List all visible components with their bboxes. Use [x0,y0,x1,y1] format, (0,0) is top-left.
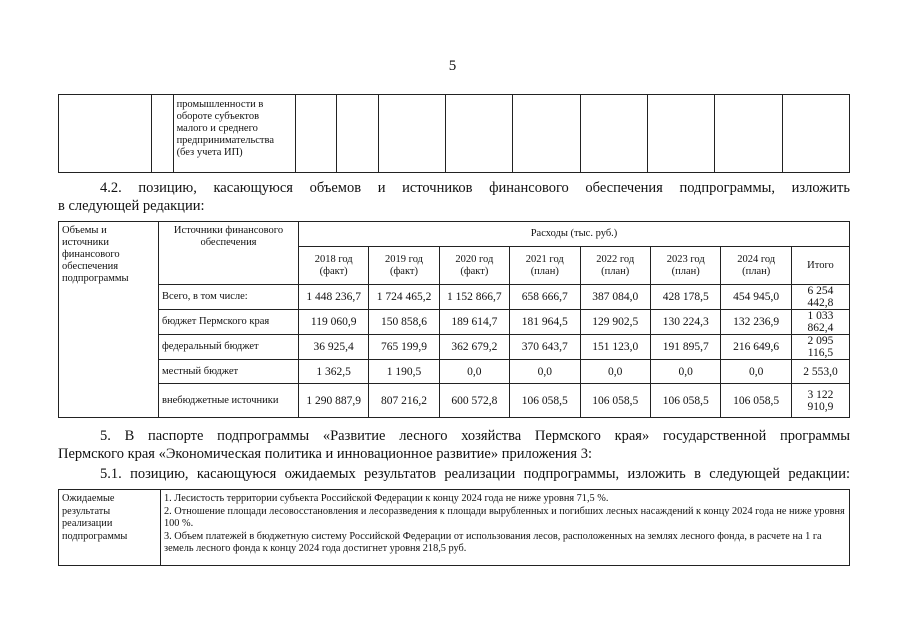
finance-value-cell: 807 216,2 [369,384,439,418]
finance-row-header: Объемы и источники финансового обеспечения подпрограммы [59,222,159,418]
finance-value-cell: 130 224,3 [650,310,720,335]
top-table-cell-empty [337,95,378,173]
top-table-cell-empty [445,95,512,173]
finance-value-cell: 454 945,0 [721,285,791,310]
top-table-cell-empty [378,95,445,173]
finance-table [58,221,850,418]
finance-source-cell: бюджет Пермского края [159,310,299,335]
finance-value-cell: 362 679,2 [439,335,509,360]
finance-value-cell: 370 643,7 [510,335,580,360]
finance-value-cell: 0,0 [580,360,650,384]
finance-value-cell: 181 964,5 [510,310,580,335]
top-table-indicator: промышленности в обороте субъектов малого и среднего предпринимательства (без учета ИП) [173,95,296,173]
table-row [59,310,850,335]
top-table-cell-empty [647,95,714,173]
finance-year-header: 2019 год (факт) [369,247,439,285]
results-table [58,489,850,566]
top-table-cell-empty [152,95,173,173]
top-table-cell-empty [513,95,580,173]
finance-value-cell: 106 058,5 [510,384,580,418]
page-number: 5 [448,58,457,74]
finance-value-cell: 106 058,5 [721,384,791,418]
finance-expenses-header: Расходы (тыс. руб.) [299,222,850,247]
finance-value-cell: 3 122 910,9 [791,384,849,418]
results-item: 2. Отношение площади лесовосстановления и лесоразведения к площади вырубленных и погибших лесных насаждений к концу 2024 года не ниже уровня 100 %. [164,505,845,529]
finance-value-cell: 150 858,6 [369,310,439,335]
finance-value-cell: 191 895,7 [650,335,720,360]
top-table-cell-empty [782,95,849,173]
paragraph-4-2: 4.2. позицию, касающуюся объемов и источников финансового обеспечения подпрограммы, изложить [100,180,850,196]
finance-source-cell: местный бюджет [159,360,299,384]
finance-value-cell: 189 614,7 [439,310,509,335]
finance-value-cell: 2 553,0 [791,360,849,384]
finance-value-cell: 387 084,0 [580,285,650,310]
finance-value-cell: 2 095 116,5 [791,335,849,360]
finance-year-header: 2023 год (план) [650,247,720,285]
finance-value-cell: 119 060,9 [299,310,369,335]
finance-value-cell: 132 236,9 [721,310,791,335]
finance-year-header: Итого [791,247,849,285]
paragraph-5-cont: Пермского края «Экономическая политика и инновационное развитие» приложения 3: [58,446,592,462]
paragraph-5-1: 5.1. позицию, касающуюся ожидаемых результатов реализации подпрограммы, изложить в следующей редакции: [100,466,850,482]
finance-year-header: 2018 год (факт) [299,247,369,285]
finance-value-cell: 600 572,8 [439,384,509,418]
finance-value-cell: 106 058,5 [650,384,720,418]
finance-value-cell: 1 290 887,9 [299,384,369,418]
top-table [58,94,850,173]
finance-year-header: 2022 год (план) [580,247,650,285]
top-table-cell-empty [59,95,152,173]
finance-year-header: 2024 год (план) [721,247,791,285]
results-items [161,490,850,566]
finance-value-cell: 0,0 [439,360,509,384]
finance-source-cell: внебюджетные источники [159,384,299,418]
top-table-cell-empty [580,95,647,173]
top-table-cell-empty [715,95,782,173]
paragraph-5: 5. В паспорте подпрограммы «Развитие лесного хозяйства Пермского края» государственной программы [100,428,850,444]
finance-value-cell: 0,0 [510,360,580,384]
finance-value-cell: 6 254 442,8 [791,285,849,310]
results-item: 1. Лесистость территории субъекта Российской Федерации к концу 2024 года не ниже уровня 71,5 %. [164,493,609,504]
finance-value-cell: 36 925,4 [299,335,369,360]
finance-value-cell: 428 178,5 [650,285,720,310]
finance-value-cell: 0,0 [650,360,720,384]
finance-value-cell: 216 649,6 [721,335,791,360]
finance-source-cell: федеральный бюджет [159,335,299,360]
finance-year-header: 2020 год (факт) [439,247,509,285]
finance-source-cell: Всего, в том числе: [159,285,299,310]
finance-value-cell: 1 362,5 [299,360,369,384]
finance-value-cell: 1 152 866,7 [439,285,509,310]
finance-value-cell: 106 058,5 [580,384,650,418]
finance-value-cell: 151 123,0 [580,335,650,360]
results-item: 3. Объем платежей в бюджетную систему Российской Федерации от использования лесов, расположенных на землях лесного фонда, в расчете на 1 га земель лесного фонда к концу 2024 года достигнет уровня 218,5 руб. [164,530,822,554]
paragraph-4-2-cont: в следующей редакции: [58,198,205,214]
finance-year-header: 2021 год (план) [510,247,580,285]
table-row [59,360,850,384]
finance-value-cell: 1 448 236,7 [299,285,369,310]
finance-value-cell: 765 199,9 [369,335,439,360]
finance-value-cell: 1 190,5 [369,360,439,384]
finance-value-cell: 1 033 862,4 [791,310,849,335]
finance-sources-header: Источники финансового обеспечения [159,222,299,285]
top-table-cell-empty [296,95,337,173]
finance-value-cell: 129 902,5 [580,310,650,335]
finance-value-cell: 1 724 465,2 [369,285,439,310]
table-row [59,335,850,360]
finance-value-cell: 0,0 [721,360,791,384]
finance-value-cell: 658 666,7 [510,285,580,310]
table-row [59,285,850,310]
table-row [59,384,850,418]
results-label: Ожидаемые результаты реализации подпрограммы [59,490,161,566]
